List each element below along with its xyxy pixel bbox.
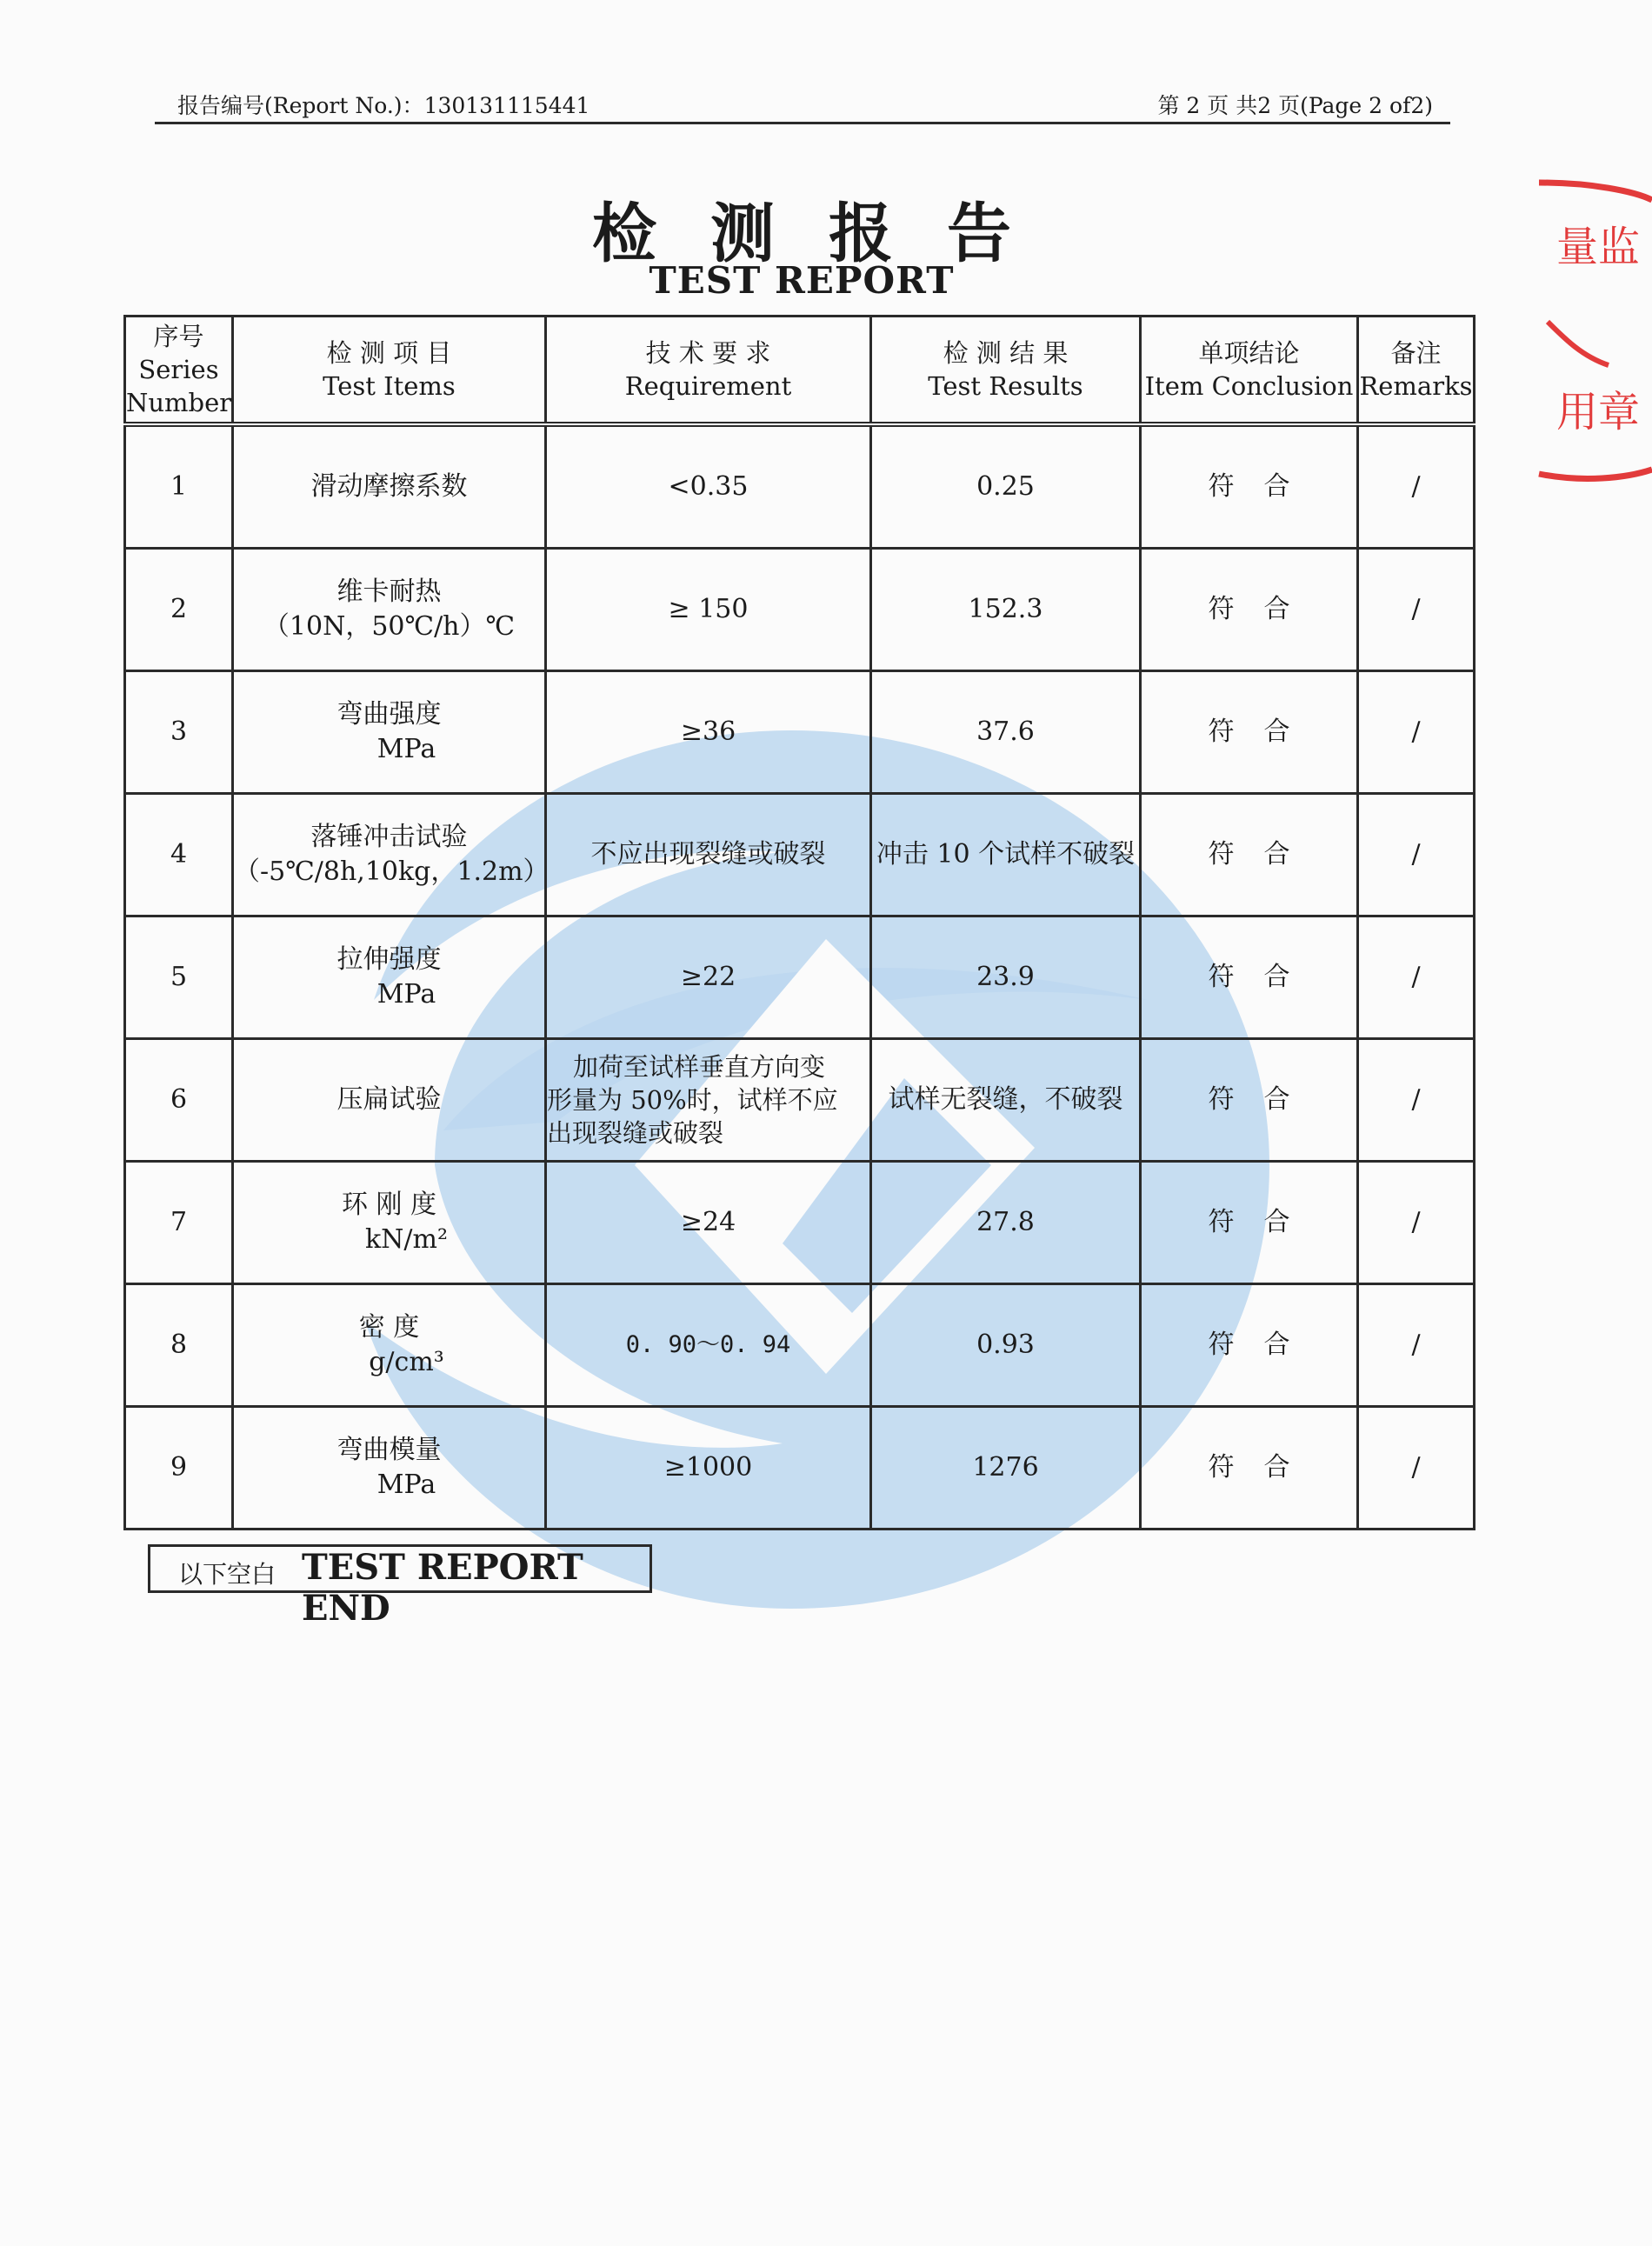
blank-below-label: 以下空白 <box>178 1560 276 1589</box>
cell-result: 23.9 <box>871 916 1141 1039</box>
cell-conclusion: 符合 <box>1141 1039 1358 1162</box>
cell-item <box>233 424 546 549</box>
col-header-remarks-cn: 备注 <box>1390 337 1442 368</box>
cell-requirement-line: 加荷至试样垂直方向变 <box>573 1051 826 1082</box>
col-header-requirement-en: Requirement <box>624 371 792 401</box>
cell-requirement: ≥22 <box>546 916 871 1039</box>
test-results-table <box>123 315 1475 1530</box>
cell-item-name: 压扁试验 <box>336 1084 442 1116</box>
table-row <box>125 1039 1475 1162</box>
table-row <box>125 916 1475 1039</box>
cell-item-name: 环 刚 度 <box>341 1190 437 1221</box>
cell-conclusion: 符合 <box>1141 424 1358 549</box>
cell-item <box>233 1407 546 1530</box>
cell-series: 8 <box>125 1284 233 1407</box>
col-header-remarks <box>1358 317 1475 425</box>
col-header-conclusion-cn: 单项结论 <box>1198 337 1300 368</box>
cell-item-unit: MPa <box>376 979 436 1010</box>
cell-item-name: 滑动摩擦系数 <box>310 471 468 503</box>
col-header-conclusion-en: Item Conclusion <box>1144 371 1354 401</box>
cell-remark: / <box>1358 794 1475 916</box>
cell-item-unit: MPa <box>376 734 436 764</box>
cell-item-unit: g/cm³ <box>369 1347 444 1377</box>
cell-requirement: ≥1000 <box>546 1407 871 1530</box>
cell-item <box>233 549 546 671</box>
cell-remark: / <box>1358 549 1475 671</box>
col-header-series-en2: Number <box>126 388 232 418</box>
table-row <box>125 1284 1475 1407</box>
cell-requirement: 0. 90～0. 94 <box>546 1284 871 1407</box>
page-info: 第 2 页 共2 页(Page 2 of2) <box>1157 93 1433 118</box>
cell-conclusion: 符合 <box>1141 671 1358 794</box>
cell-item-name: 密 度 <box>358 1312 420 1343</box>
cell-item <box>233 794 550 916</box>
cell-result: 冲击 10 个试样不破裂 <box>871 794 1141 916</box>
table-row <box>125 1407 1475 1530</box>
cell-item-name: 拉伸强度 <box>336 944 442 976</box>
cell-series: 3 <box>125 671 233 794</box>
cell-item-name: 落锤冲击试验 <box>310 822 468 853</box>
report-end-label: TEST REPORT END <box>302 1547 583 1629</box>
table-row <box>125 794 1475 916</box>
col-header-remarks-en: Remarks <box>1359 371 1473 401</box>
cell-item <box>233 1039 546 1162</box>
table-row <box>125 549 1475 671</box>
cell-remark: / <box>1358 424 1475 549</box>
col-header-conclusion <box>1141 317 1358 425</box>
col-header-series <box>125 317 233 425</box>
cell-requirement: 不应出现裂缝或破裂 <box>546 794 871 916</box>
cell-item <box>233 1284 546 1407</box>
report-number <box>177 89 590 120</box>
cell-item-name: 维卡耐热 <box>336 576 442 608</box>
cell-requirement-line: 形量为 50%时，试样不应 <box>547 1084 838 1115</box>
cell-item-unit: MPa <box>376 1470 436 1500</box>
table-row <box>125 1162 1475 1284</box>
col-header-items-cn: 检 测 项 目 <box>326 337 452 368</box>
cell-result: 152.3 <box>871 549 1141 671</box>
cell-series: 7 <box>125 1162 233 1284</box>
cell-item <box>233 671 546 794</box>
col-header-results-en: Test Results <box>928 371 1083 401</box>
cell-requirement: ≥24 <box>546 1162 871 1284</box>
report-title-en: TEST REPORT <box>649 259 955 302</box>
cell-requirement: ≥36 <box>546 671 871 794</box>
cell-remark: / <box>1358 671 1475 794</box>
col-header-requirement <box>546 317 871 425</box>
cell-conclusion: 符合 <box>1141 794 1358 916</box>
cell-item <box>233 1162 546 1284</box>
table-row <box>125 671 1475 794</box>
cell-conclusion: 符合 <box>1141 1284 1358 1407</box>
cell-conclusion: 符合 <box>1141 916 1358 1039</box>
cell-item-name: 弯曲强度 <box>336 699 442 730</box>
cell-remark: / <box>1358 1162 1475 1284</box>
report-header <box>155 85 1450 124</box>
svg-text:用章: 用章 <box>1556 388 1641 437</box>
svg-text:量监: 量监 <box>1556 223 1641 271</box>
cell-item-unit: （-5℃/8h,10kg，1.2m） <box>234 856 550 887</box>
cell-series: 1 <box>125 424 233 549</box>
cell-series: 4 <box>125 794 233 916</box>
cell-item-unit: kN/m² <box>364 1224 448 1255</box>
cell-requirement-line: 出现裂缝或破裂 <box>547 1118 724 1149</box>
col-header-series-en1: Series <box>138 354 219 384</box>
cell-series: 2 <box>125 549 233 671</box>
cell-conclusion: 符合 <box>1141 549 1358 671</box>
cell-series: 5 <box>125 916 233 1039</box>
cell-result: 27.8 <box>871 1162 1141 1284</box>
col-header-series-cn: 序号 <box>153 321 204 351</box>
col-header-items <box>233 317 546 425</box>
col-header-requirement-cn: 技 术 要 求 <box>645 337 771 368</box>
cell-result: 试样无裂缝，不破裂 <box>871 1039 1141 1162</box>
cell-result: 0.93 <box>871 1284 1141 1407</box>
cell-result: 37.6 <box>871 671 1141 794</box>
cell-remark: / <box>1358 1284 1475 1407</box>
cell-conclusion: 符合 <box>1141 1162 1358 1284</box>
cell-series: 6 <box>125 1039 233 1162</box>
cell-remark: / <box>1358 1407 1475 1530</box>
col-header-results <box>871 317 1141 425</box>
cell-remark: / <box>1358 1039 1475 1162</box>
col-header-results-cn: 检 测 结 果 <box>943 337 1069 368</box>
cell-item-unit: （10N，50℃/h）℃ <box>263 611 516 642</box>
cell-requirement: ≥ 150 <box>546 549 871 671</box>
cell-result: 0.25 <box>871 424 1141 549</box>
cell-series: 9 <box>125 1407 233 1530</box>
table-header-row <box>125 317 1475 425</box>
cell-item-name: 弯曲模量 <box>336 1435 442 1466</box>
cell-item <box>233 916 546 1039</box>
report-title-cn: 检测报告 <box>592 197 1065 271</box>
cell-remark: / <box>1358 916 1475 1039</box>
report-number-value: 130131115441 <box>423 93 590 118</box>
report-number-label: 报告编号(Report No.)： <box>177 93 424 118</box>
col-header-items-en: Test Items <box>323 371 456 401</box>
cell-result: 1276 <box>871 1407 1141 1530</box>
cell-requirement <box>546 1039 871 1162</box>
report-end-box <box>148 1544 652 1629</box>
cell-conclusion: 符合 <box>1141 1407 1358 1530</box>
cell-requirement: <0.35 <box>546 424 871 549</box>
table-row <box>125 424 1475 549</box>
